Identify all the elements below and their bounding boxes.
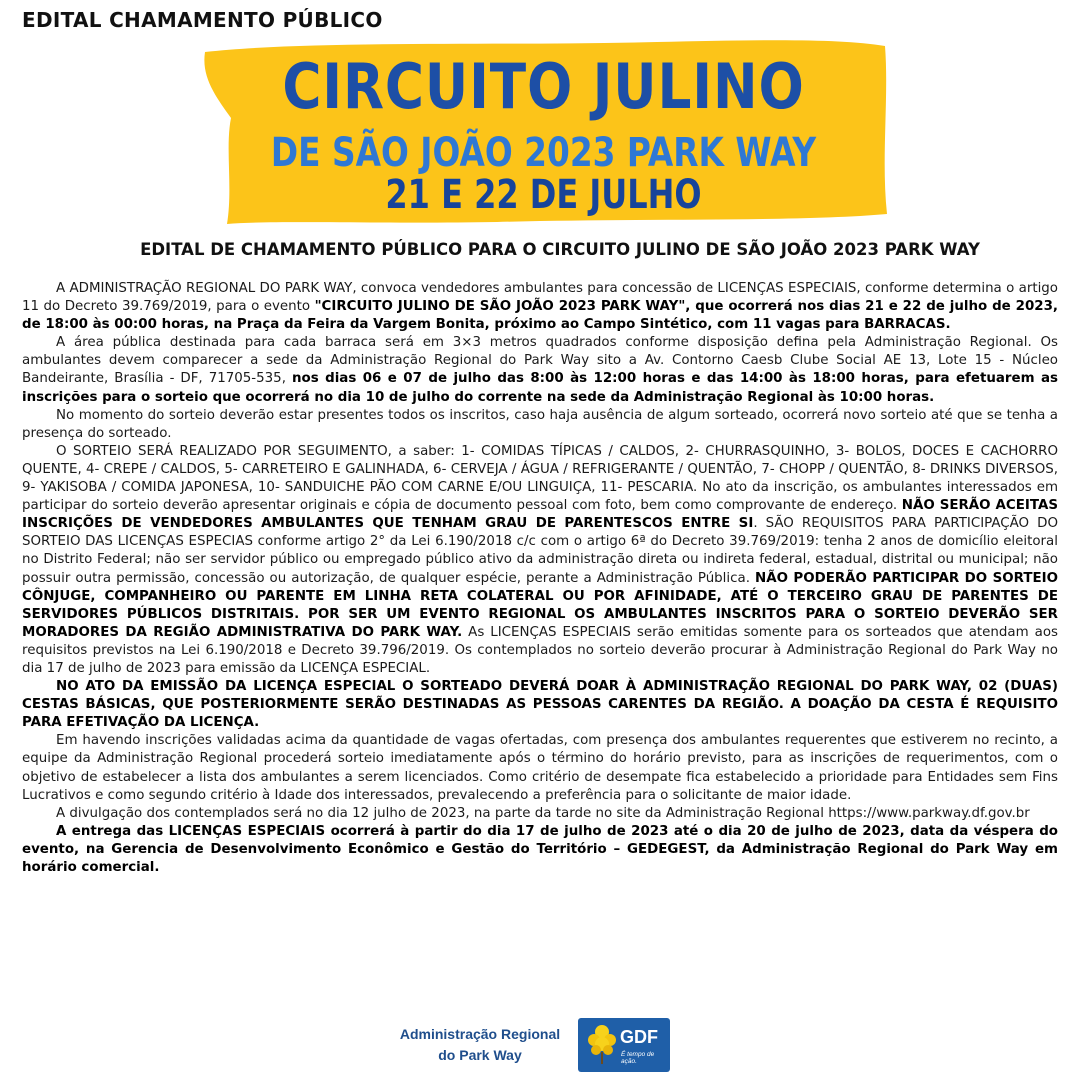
banner-dates: 21 E 22 DE JULHO (385, 172, 702, 218)
p2-text: A área pública destinada para cada barraca será em 3×3 metros quadrados conforme disposição defina pela Administração Regional. Os ambulantes devem comparecer a sede da Administração Regional do Park Way sito a Av. Contorno Caesb Clube Social AE 13, Lote 15 - Núcleo Bandeirante, Brasília - DF, 71705-535, (22, 335, 1058, 387)
banner-title: CIRCUITO JULINO (282, 50, 805, 123)
ipe-flower-icon (584, 1022, 620, 1066)
gdf-tagline: É tempo de ação. (621, 1051, 655, 1065)
event-banner (197, 38, 890, 224)
gdf-wordmark: GDF (620, 1027, 658, 1047)
gdf-logo (578, 1018, 670, 1072)
document-title: EDITAL DE CHAMAMENTO PÚBLICO PARA O CIRCUITO JULINO DE SÃO JOÃO 2023 PARK WAY (140, 240, 980, 259)
p5-bold: NO ATO DA EMISSÃO DA LICENÇA ESPECIAL O SORTEADO DEVERÁ DOAR À ADMINISTRAÇÃO REGIONAL DO PARK WAY, 02 (DUAS) CESTAS BÁSICAS, QUE POSTERIORMENTE SERÃO DESTINADAS AS PESSOAS CARENTES DA REGIÃO. A DOAÇÃO DA CESTA É REQUISITO PARA EFETIVAÇÃO DA LICENÇA. (22, 679, 1058, 731)
p1-bold: "CIRCUITO JULINO DE SÃO JOÃO 2023 PARK WAY", que ocorrerá nos dias 21 e 22 de julho de 2023, de 18:00 às 00:00 horas, na Praça da Feira da Vargem Bonita, próximo ao Campo Sintético, com 11 vagas para BARRACAS. (22, 299, 1058, 333)
paragraph-6: Em havendo inscrições validadas acima da quantidade de vagas ofertadas, com presença dos ambulantes requerentes que estiverem no recinto, a equipe da Administração Regional procederá sorteio imediatamente após o término do horário previsto, para as inscrições de requerimentos, com o objetivo de estabelecer a lista dos ambulantes a serem licenciados. Como critério de desempate fica estabelecido a prioridade para Entidades sem Fins Lucrativos e como segundo critério à Idade dos interessados, prevalecendo a preferência para o solicitante de maior idade. (22, 733, 1058, 803)
p4-bold-d: NÃO PODERÃO PARTICIPAR DO SORTEIO CÔNJUGE, COMPANHEIRO OU PARENTE EM LINHA RETA COLATERAL OU POR AFINIDADE, ATÉ O TERCEIRO GRAU DE PARENTES DE SERVIDORES PÚBLICOS DISTRITAIS. POR SER UM EVENTO REGIONAL OS AMBULANTES INSCRITOS PARA O SORTEIO DEVERÃO SER MORADORES DA REGIÃO ADMINISTRATIVA DO PARK WAY. (22, 570, 1058, 640)
footer-org-line2: do Park Way (438, 1047, 522, 1063)
paragraph-3: No momento do sorteio deverão estar presentes todos os inscritos, caso haja ausência de algum sorteado, ocorrerá novo sorteio até que se tenha a presença do sorteado. (22, 407, 1058, 441)
header-label: EDITAL CHAMAMENTO PÚBLICO (22, 8, 383, 32)
p4-text-c: . SÃO REQUISITOS PARA PARTICIPAÇÃO DO SORTEIO DAS LICENÇAS ESPECIAS conforme artigo 2° da Lei 6.190/2018 c/c com o artigo 6ª do Decreto 39.769/2019: tenha 2 anos de domicílio eleitoral no Distrito Federal; não ser servidor público ou empregado público ativo da administração direta ou indireta federal, estadual, distrital ou municipal; não possuir outra permissão, concessão ou autorização, de qualquer espécie, perante a Administração Pública. (22, 516, 1059, 586)
paragraph-2 (22, 334, 1058, 406)
p4-text-a: O SORTEIO SERÁ REALIZADO POR SEGUIMENTO, a saber: 1- COMIDAS TÍPICAS / CALDOS, 2- CHURRASQUINHO, 3- BOLOS, DOCES E CACHORRO QUENTE, 4- CREPE / CALDOS, 5- CARRETEIRO E GALINHADA, 6- CERVEJA / ÁGUA / REFRIGERANTE / QUENTÃO, 7- CHOPP / QUENTÃO, 8- DRINKS DIVERSOS, 9- YAKISOBA / COMIDA JAPONESA, 10- SANDUICHE PÃO COM CARNE E/OU LINGUIÇA, 11- PESCARIA. No ato da inscrição, os ambulantes interessados em participar do sorteio deverão apresentar originais e cópia de documento pessoal com foto, bem como comprovante de endereço. (22, 443, 1058, 514)
footer-org-name (380, 1024, 580, 1066)
p1-text: A ADMINISTRAÇÃO REGIONAL DO PARK WAY, convoca vendedores ambulantes para concessão de LICENÇAS ESPECIAIS, conforme determina o artigo 11 do Decreto 39.769/2019, para o evento (22, 281, 1058, 315)
paragraph-1 (22, 280, 1058, 334)
paragraph-4 (22, 443, 1058, 678)
footer-org-line1: Administração Regional (399, 1026, 561, 1042)
p4-text-e: As LICENÇAS ESPECIAIS serão emitidas somente para os sorteados que atendam aos requisitos previstos na Lei 6.190/2018 e Decreto 39.796/2019. Os contemplados no sorteio deverão procurar à Administração Regional do Park Way no dia 17 de julho de 2023 para emissão da LICENÇA ESPECIAL. (22, 624, 1058, 676)
p8-bold: A entrega das LICENÇAS ESPECIAIS ocorrerá à partir do dia 17 de julho de 2023 até o dia 20 de julho de 2023, data da véspera do evento, na Gerencia de Desenvolvimento Econômico e Gestão do Território – GEDEGEST, da Administração Regional do Park Way em horário comercial. (22, 823, 1058, 875)
p4-bold-b: NÃO SERÃO ACEITAS INSCRIÇÕES DE VENDEDORES AMBULANTES QUE TENHAM GRAU DE PARENTESCOS ENTRE SI (22, 498, 1058, 532)
p2-bold: nos dias 06 e 07 de julho das 8:00 às 12:00 horas e das 14:00 às 18:00 horas, para efetuarem as inscrições para o sorteio que ocorrerá no dia 10 de julho do corrente na sede da Administração Regional às 10:00 horas. (22, 371, 1058, 405)
footer (380, 1018, 700, 1074)
paragraph-7: A divulgação dos contemplados será no dia 12 julho de 2023, na parte da tarde no site da Administração Regional https://www.parkway.df.gov.br (56, 805, 1030, 821)
document-body (22, 280, 1058, 877)
banner-subtitle: DE SÃO JOÃO 2023 PARK WAY (270, 130, 817, 176)
paragraph-8 (22, 823, 1058, 877)
paragraph-5 (22, 678, 1058, 732)
